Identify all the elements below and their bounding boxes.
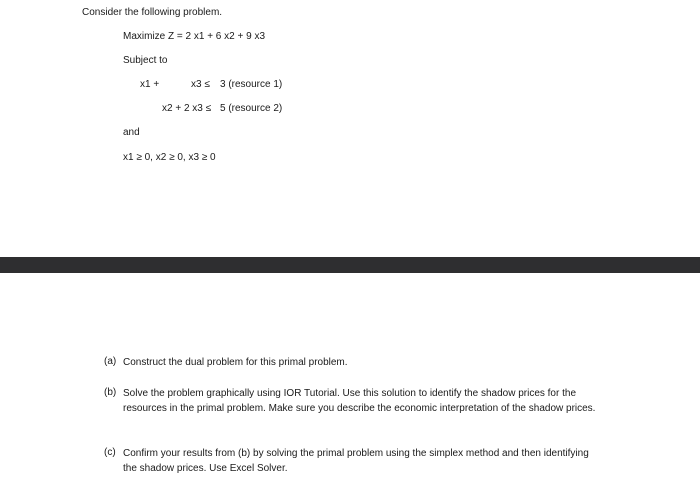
constraint1-lhs-x3: x3 ≤ [191,79,210,90]
question-c-label: (c) [104,447,116,458]
question-a-label: (a) [104,356,117,367]
constraint2-lhs: x2 + 2 x3 ≤ [162,103,212,114]
constraint1-lhs-x1: x1 + [140,79,160,90]
question-a-text: Construct the dual problem for this primal problem. [123,357,348,368]
nonnegativity-constraints: x1 ≥ 0, x2 ≥ 0, x3 ≥ 0 [123,152,216,163]
subject-to-label: Subject to [123,55,168,66]
question-b-text: Solve the problem graphically using IOR Tutorial. Use this solution to identify the shadow prices for the resources in the primal problem. Make sure you describe the economic interpretation of the shadow prices. [123,388,596,414]
question-b-label: (b) [104,387,117,398]
question-c-text: Confirm your results from (b) by solving the primal problem using the simplex method and then identifying the shadow prices. Use Excel Solver. [123,448,589,474]
constraint2-rhs: 5 (resource 2) [220,103,283,114]
separator-band [0,257,700,273]
intro-text: Consider the following problem. [82,7,223,18]
objective-function: Maximize Z = 2 x1 + 6 x2 + 9 x3 [123,31,266,42]
constraint1-rhs: 3 (resource 1) [220,79,283,90]
and-label: and [123,127,140,138]
